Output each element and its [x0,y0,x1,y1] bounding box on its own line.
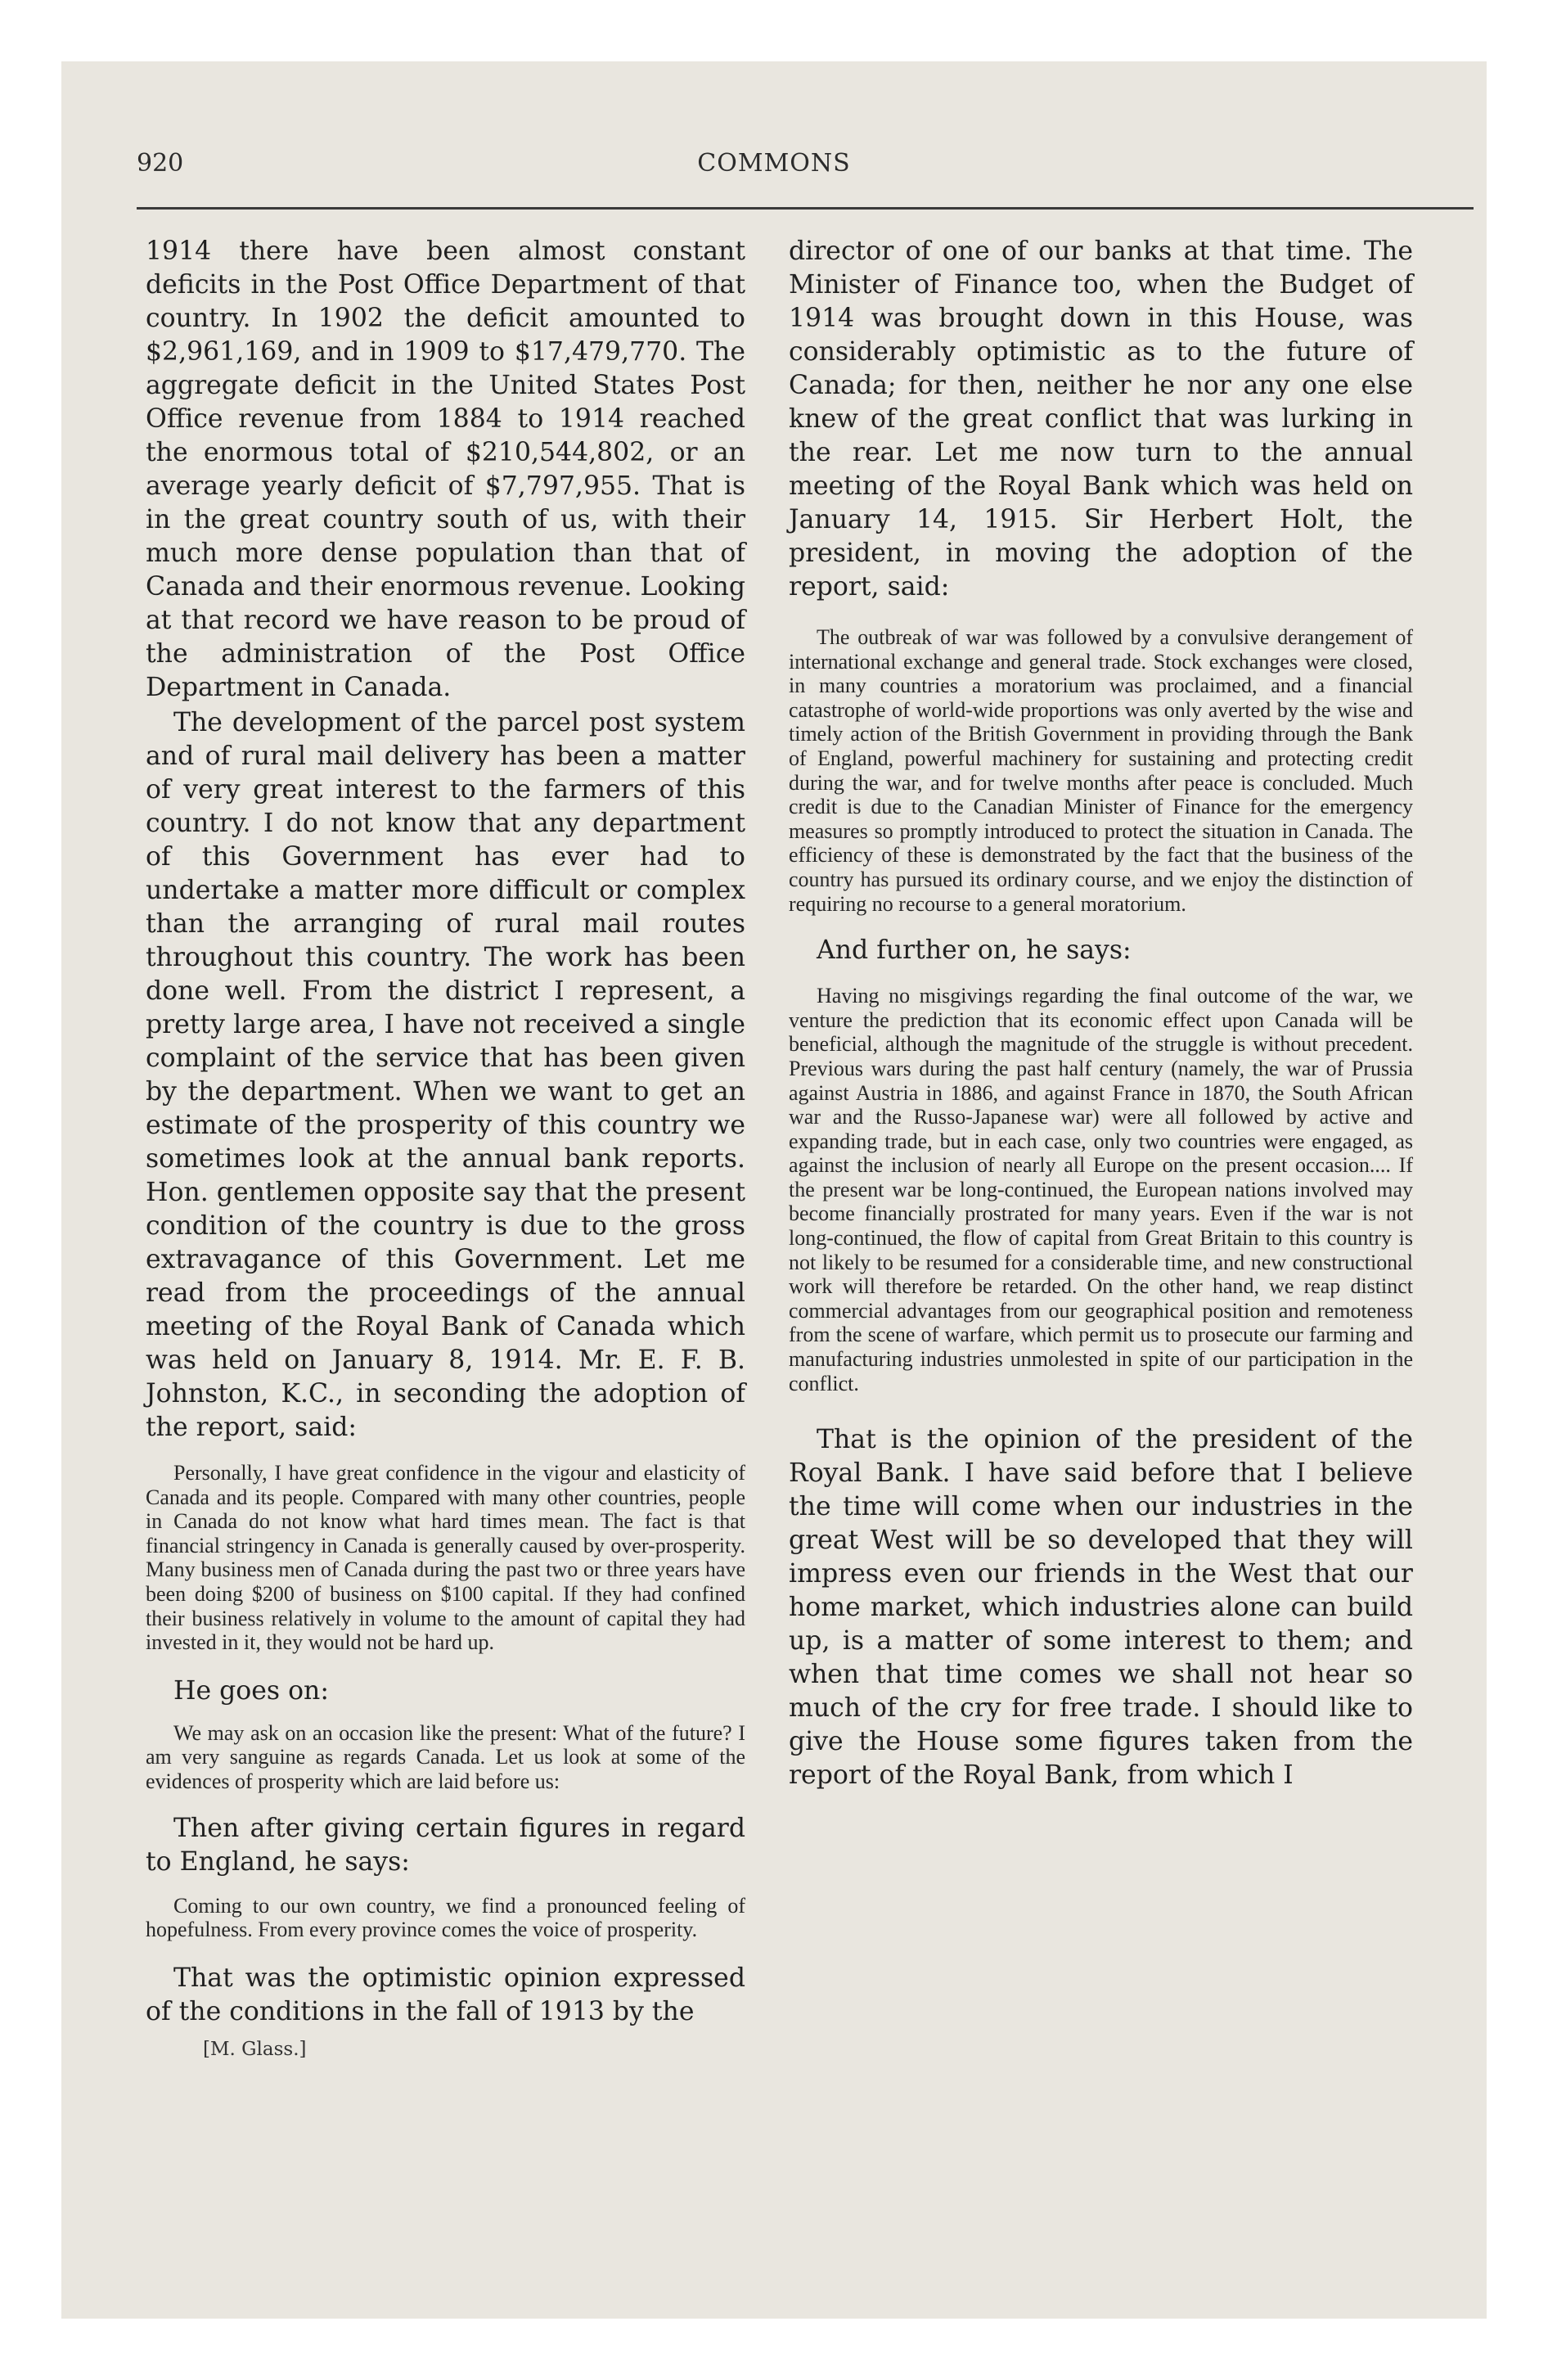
running-head [61,149,1487,198]
page [61,61,1487,2319]
quote-own-country: Coming to our own country, we find a pronounced feeling of hopefulness. From every province comes the voice of prosperity. [146,1893,745,1942]
header-rule [137,207,1474,210]
quote-future: We may ask on an occasion like the present: What of the future? I am very sanguine as regards Canada. Let us look at some of the evidences of prosperity which are laid before us: [146,1720,745,1793]
paragraph-royal-bank-opinion: That is the opinion of the president of the Royal Bank. I have said before that I believe the time will come when our industries in the great West will be so developed that they will impress even our friends in the West that our home market, which industries alone can build up, is a matter of some interest to them; and when that time comes we shall not hear so much of the cry for free trade. I should like to give the House some figures taken from the report of the Royal Bank, from which I [789,1425,1413,1791]
paragraph-continued: 1914 there have been almost constant deficits in the Post Office Department of that country. In 1902 the deficit amounted to $2,961,169, and in 1909 to $17,479,770. The aggregate deficit in the United States Post Office revenue from 1884 to 1914 reached the enormous total of $210,544,802, or an average yearly deficit of $7,797,955. That is in the great country south of us, with their much more dense population than that of Canada and their enormous revenue. Looking at that record we have reason to be proud of the administration of the Post Office Department in Canada. [146,237,745,702]
quote-holt: The outbreak of war was followed by a convulsive derangement of international exchange and general trade. Stock exchanges were closed, in many countries a moratorium was proclaimed, and a financial catastrophe of world-wide proportions was only averted by the wise and timely action of the British Government in providing through the Bank of England, powerful machinery for sustaining and protecting credit during the war, and for twelve months after peace is concluded. Much credit is due to the Canadian Minister of Finance for the emergency measures so promptly introduced to protect the situation in Canada. The efficiency of these is demonstrated by the fact that the business of the country has pursued its ordinary course, and we enjoy the distinction of requiring no recourse to a general moratorium. [789,625,1413,916]
left-column [146,235,745,2062]
page-number: 920 [137,149,184,178]
paragraph-parcel-post: The development of the parcel post system and of rural mail delivery has been a matter of very great interest to the farmers of this country. I do not know that any department of this Government has ever had to undertake a matter more difficult or complex than the arranging of rural mail routes throughout this country. The work has been done well. From the district I represent, a pretty large area, I have not received a single complaint of the service that has been given by the department. When we want to get an estimate of the prosperity of this country we sometimes look at the annual bank reports. Hon. gentlemen opposite say that the present condition of the country is due to the gross extravagance of this Government. Let me read from the proceedings of the annual meeting of the Royal Bank of Canada which was held on January 8, 1914. Mr. E. F. B. Johnston, K.C., in seconding the adoption of the report, said: [146,708,745,1442]
paragraph-continued-right: director of one of our banks at that time. The Minister of Finance too, when the Budget of 1914 was brought down in this House, was considerably optimistic as to the future of Canada; for then, neither he nor any one else knew of the great conflict that was lurking in the rear. Let me now turn to the annual meeting of the Royal Bank which was held on January 14, 1915. Sir Herbert Holt, the president, in moving the adoption of the report, said: [789,237,1413,602]
quote-johnston: Personally, I have great confidence in the vigour and elasticity of Canada and its people. Compared with many other countries, people in Canada do not know what hard times mean. The fact is that financial stringency in Canada is generally caused by over-prosperity. Many business men of Canada during the past two or three years have been doing $200 of business on $100 capital. If they had confined their business relatively in volume to the amount of capital they had invested in it, they would not be hard up. [146,1461,745,1655]
running-title: COMMONS [697,149,851,178]
quote-war-outcome: Having no misgivings regarding the final outcome of the war, we venture the prediction that its economic effect upon Canada will be beneficial, although the magnitude of the struggle is without precedent. Previous wars during the past half century (namely, the war of Prussia against Austria in 1886, and against France in 1870, the South African war and the Russo-Japanese war) were all followed by active and expanding trade, but in each case, only two countries were engaged, as against the inclusion of nearly all Europe on the present occasion.... If the present war be long-continued, the European nations involved may become financially prostrated for many years. Even if the war is not long-continued, the flow of capital from Great Britain to this country is not likely to be resumed for a considerable time, and new constructional work will therefore be retarded. On the other hand, we reap distinct commercial advantages from our geographical position and remoteness from the scene of warfare, which permit us to prosecute our farming and manufacturing industries unmolested in spite of our participation in the conflict. [789,984,1413,1395]
lead-in-further-on: And further on, he says: [817,935,1132,966]
speaker-signature: [M. Glass.] [203,2038,307,2060]
right-column [789,235,1413,1792]
paragraph-optimistic-opinion: That was the optimistic opinion expressed of the conditions in the fall of 1913 by the [146,1963,745,2026]
lead-in-england: Then after giving certain figures in regard to England, he says: [146,1813,745,1877]
lead-in-he-goes-on: He goes on: [173,1675,329,1706]
